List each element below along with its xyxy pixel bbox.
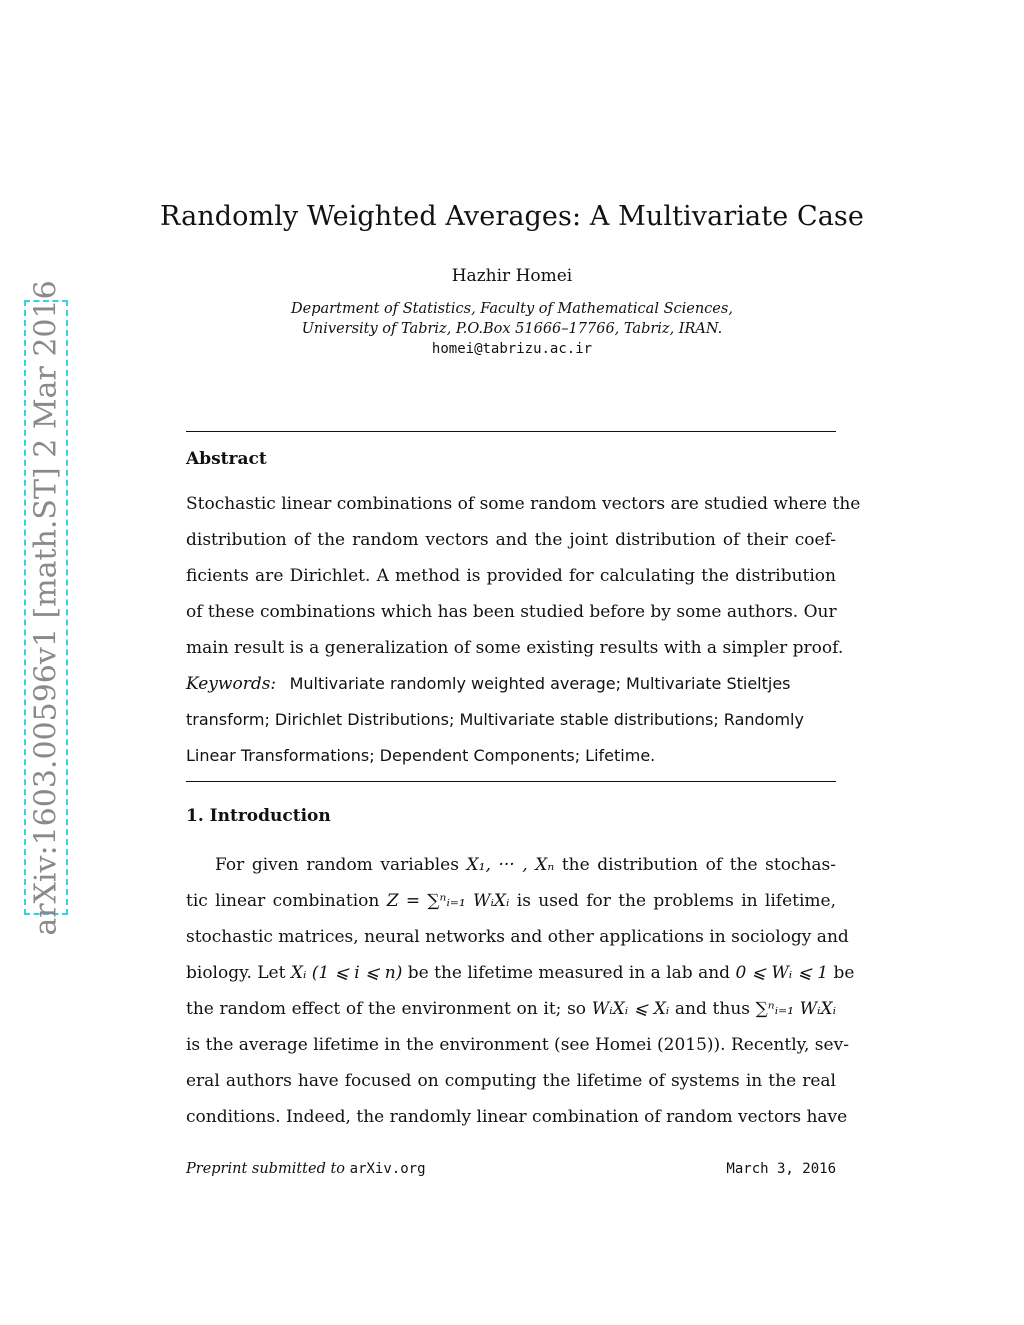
keywords-text: Multivariate randomly weighted average; Multivariate Stieltjes [289,674,791,693]
intro-line: biology. Let Xᵢ (1 ⩽ i ⩽ n) be the lifetime measured in a lab and 0 ⩽ Wᵢ ⩽ 1 be [186,963,855,983]
page-footer [186,1161,836,1177]
math-expression: 0 ⩽ Wᵢ ⩽ 1 [735,963,829,983]
abstract-line: Stochastic linear combinations of some random vectors are studied where the [186,494,861,514]
math-expression: Xᵢ (1 ⩽ i ⩽ n) [290,963,403,983]
introduction-body [186,847,855,1135]
intro-line: conditions. Indeed, the randomly linear combination of random vectors have [186,1107,848,1127]
footer-date: March 3, 2016 [726,1161,836,1177]
keywords-line: Linear Transformations; Dependent Components; Lifetime. [186,746,656,765]
author-name: Hazhir Homei [451,266,573,286]
intro-line: stochastic matrices, neural networks and other applications in sociology and [186,927,849,947]
affiliation-line-2: University of Tabriz, P.O.Box 51666–17766, Tabriz, IRAN. [301,321,723,337]
keywords-line [186,666,836,702]
intro-line: tic linear combination Z = ∑ⁿᵢ₌₁ WᵢXᵢ is used for the problems in lifetime, [186,891,836,911]
introduction-heading: 1. Introduction [186,806,331,826]
math-expression: WᵢXᵢ ⩽ Xᵢ [591,999,670,1019]
intro-line: eral authors have focused on computing the lifetime of systems in the real [186,1071,836,1091]
abstract-body [186,486,861,774]
abstract-line: of these combinations which has been studied before by some authors. Our [186,602,837,622]
math-expression: X₁, ··· , Xₙ [466,855,555,875]
intro-line: For given random variables X₁, ··· , Xₙ the distribution of the stochas- [215,855,837,875]
abstract-line: ficients are Dirichlet. A method is provided for calculating the distribution [186,566,836,586]
math-expression: Z = ∑ⁿᵢ₌₁ WᵢXᵢ [386,891,510,911]
author-email[interactable]: homei@tabrizu.ac.ir [431,341,593,357]
abstract-line: distribution of the random vectors and the joint distribution of their coef- [186,530,836,550]
abstract-bottom-rule [186,781,836,782]
footer-venue[interactable]: arXiv.org [349,1161,426,1177]
keywords-label: Keywords: [186,674,277,694]
intro-line: the random effect of the environment on it; so WᵢXᵢ ⩽ Xᵢ and thus ∑ⁿᵢ₌₁ WᵢXᵢ [186,999,836,1019]
math-expression: ∑ⁿᵢ₌₁ WᵢXᵢ [755,999,836,1019]
arxiv-identifier: arXiv:1603.00596v1 [math.ST] 2 Mar 2016 [28,279,64,936]
keywords-line: transform; Dirichlet Distributions; Multivariate stable distributions; Randomly [186,710,804,729]
abstract-line: main result is a generalization of some existing results with a simpler proof. [186,638,844,658]
intro-line: is the average lifetime in the environment (see Homei (2015)). Recently, sev- [186,1035,849,1055]
abstract-heading: Abstract [186,449,267,469]
abstract-top-rule [186,431,836,432]
arxiv-stamp[interactable] [24,279,68,936]
affiliation-line-1: Department of Statistics, Faculty of Mathematical Sciences, [291,301,733,317]
footer-preprint: Preprint submitted to arXiv.org [186,1161,426,1177]
paper-title: Randomly Weighted Averages: A Multivariate Case [160,201,864,232]
